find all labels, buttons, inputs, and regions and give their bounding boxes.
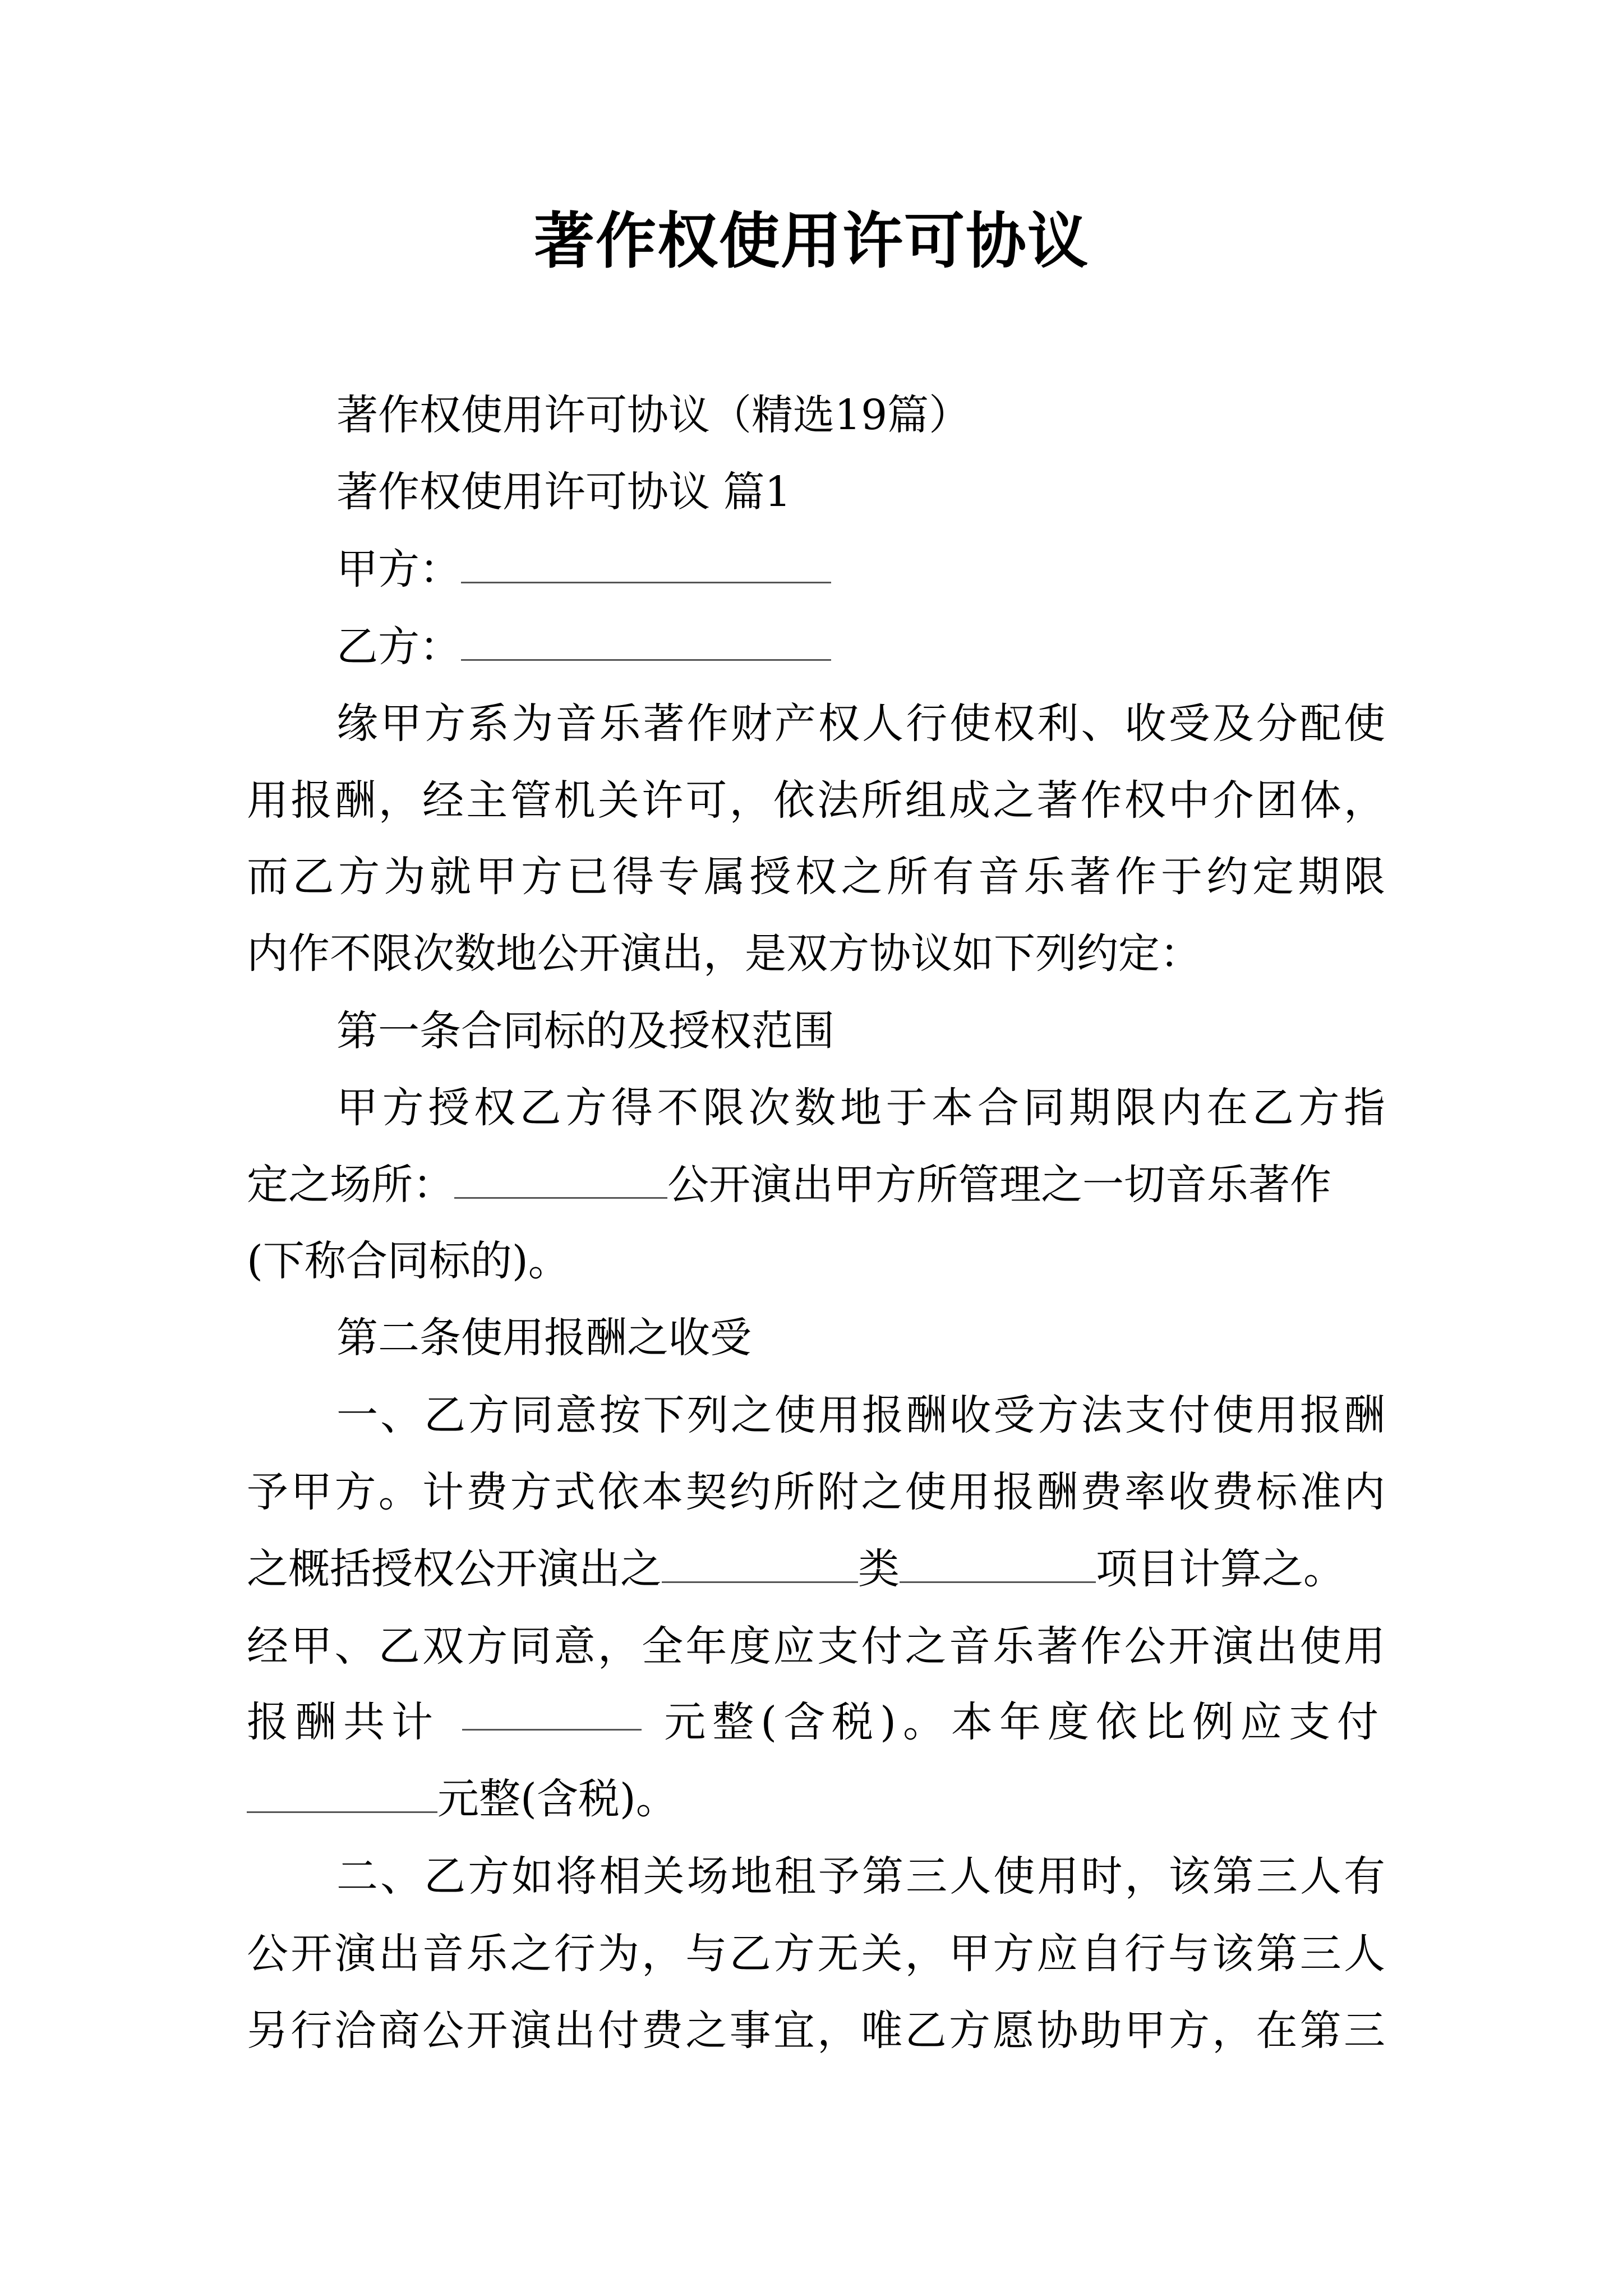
prorated-suffix: 元整(含税)。: [437, 1775, 677, 1823]
article-2-item-2-line-3: 另行洽商公开演出付费之事宜，唯乙方愿协助甲方，在第三: [247, 2007, 1385, 2055]
article-1-heading: 第一条合同标的及授权范围: [336, 1007, 834, 1055]
venue-label: 定之场所：: [247, 1161, 454, 1209]
venue-blank: [454, 1159, 667, 1199]
party-b-label: 乙方：: [336, 623, 461, 671]
total-label: 报酬共计: [247, 1698, 440, 1746]
party-b-blank: [461, 622, 831, 661]
category-label: 类: [858, 1545, 900, 1593]
total-suffix: 元整(含税)。本年度依比例应支付: [664, 1698, 1385, 1746]
article-2-item-1-line-3: [247, 1538, 1345, 1600]
category-blank: [900, 1544, 1096, 1583]
article-2-item-2-line-1: 二、乙方如将相关场地租予第三人使用时，该第三人有: [336, 1852, 1385, 1901]
subtitle-collection: 著作权使用许可协议（精选19篇）: [336, 391, 971, 439]
license-type-blank: [662, 1544, 858, 1583]
article-2-item-1-line-5: [247, 1691, 1385, 1753]
article-2-item-2-line-2: 公开演出音乐之行为，与乙方无关，甲方应自行与该第三人: [247, 1930, 1385, 1978]
subtitle-part-1: 著作权使用许可协议 篇1: [336, 468, 791, 516]
party-b-line: [336, 616, 831, 678]
license-type-label: 之概括授权公开演出之: [247, 1545, 662, 1593]
article-2-heading: 第二条使用报酬之收受: [336, 1314, 751, 1362]
article-1-line-1: 甲方授权乙方得不限次数地于本合同期限内在乙方指: [336, 1084, 1385, 1132]
party-a-blank: [461, 544, 831, 583]
article-2-item-1-line-6: [247, 1768, 677, 1830]
article-2-item-1-line-4: 经甲、乙双方同意，全年度应支付之音乐著作公开演出使用: [247, 1622, 1385, 1671]
total-amount-blank: [462, 1691, 642, 1731]
article-2-item-1-line-1: 一、乙方同意按下列之使用报酬收受方法支付使用报酬: [336, 1391, 1385, 1439]
article-1-line-2-rest: 公开演出甲方所管理之一切音乐著作: [667, 1161, 1331, 1209]
calc-label: 项目计算之。: [1096, 1545, 1345, 1593]
preamble-line-1: 缘甲方系为音乐著作财产权人行使权利、收受及分配使: [336, 700, 1385, 748]
article-1-line-2: [247, 1154, 1331, 1216]
preamble-line-2: 用报酬，经主管机关许可，依法所组成之著作权中介团体，: [247, 776, 1385, 825]
document-title: 著作权使用许可协议: [533, 206, 1089, 277]
party-a-label: 甲方：: [336, 545, 461, 593]
prorated-amount-blank: [247, 1774, 437, 1813]
preamble-line-4: 内作不限次数地公开演出，是双方协议如下列约定：: [247, 930, 1201, 978]
article-1-line-3: (下称合同标的)。: [247, 1237, 570, 1285]
preamble-line-3: 而乙方为就甲方已得专属授权之所有音乐著作于约定期限: [247, 853, 1385, 901]
article-2-item-1-line-2: 予甲方。计费方式依本契约所附之使用报酬费率收费标准内: [247, 1468, 1385, 1516]
party-a-line: [336, 539, 831, 600]
